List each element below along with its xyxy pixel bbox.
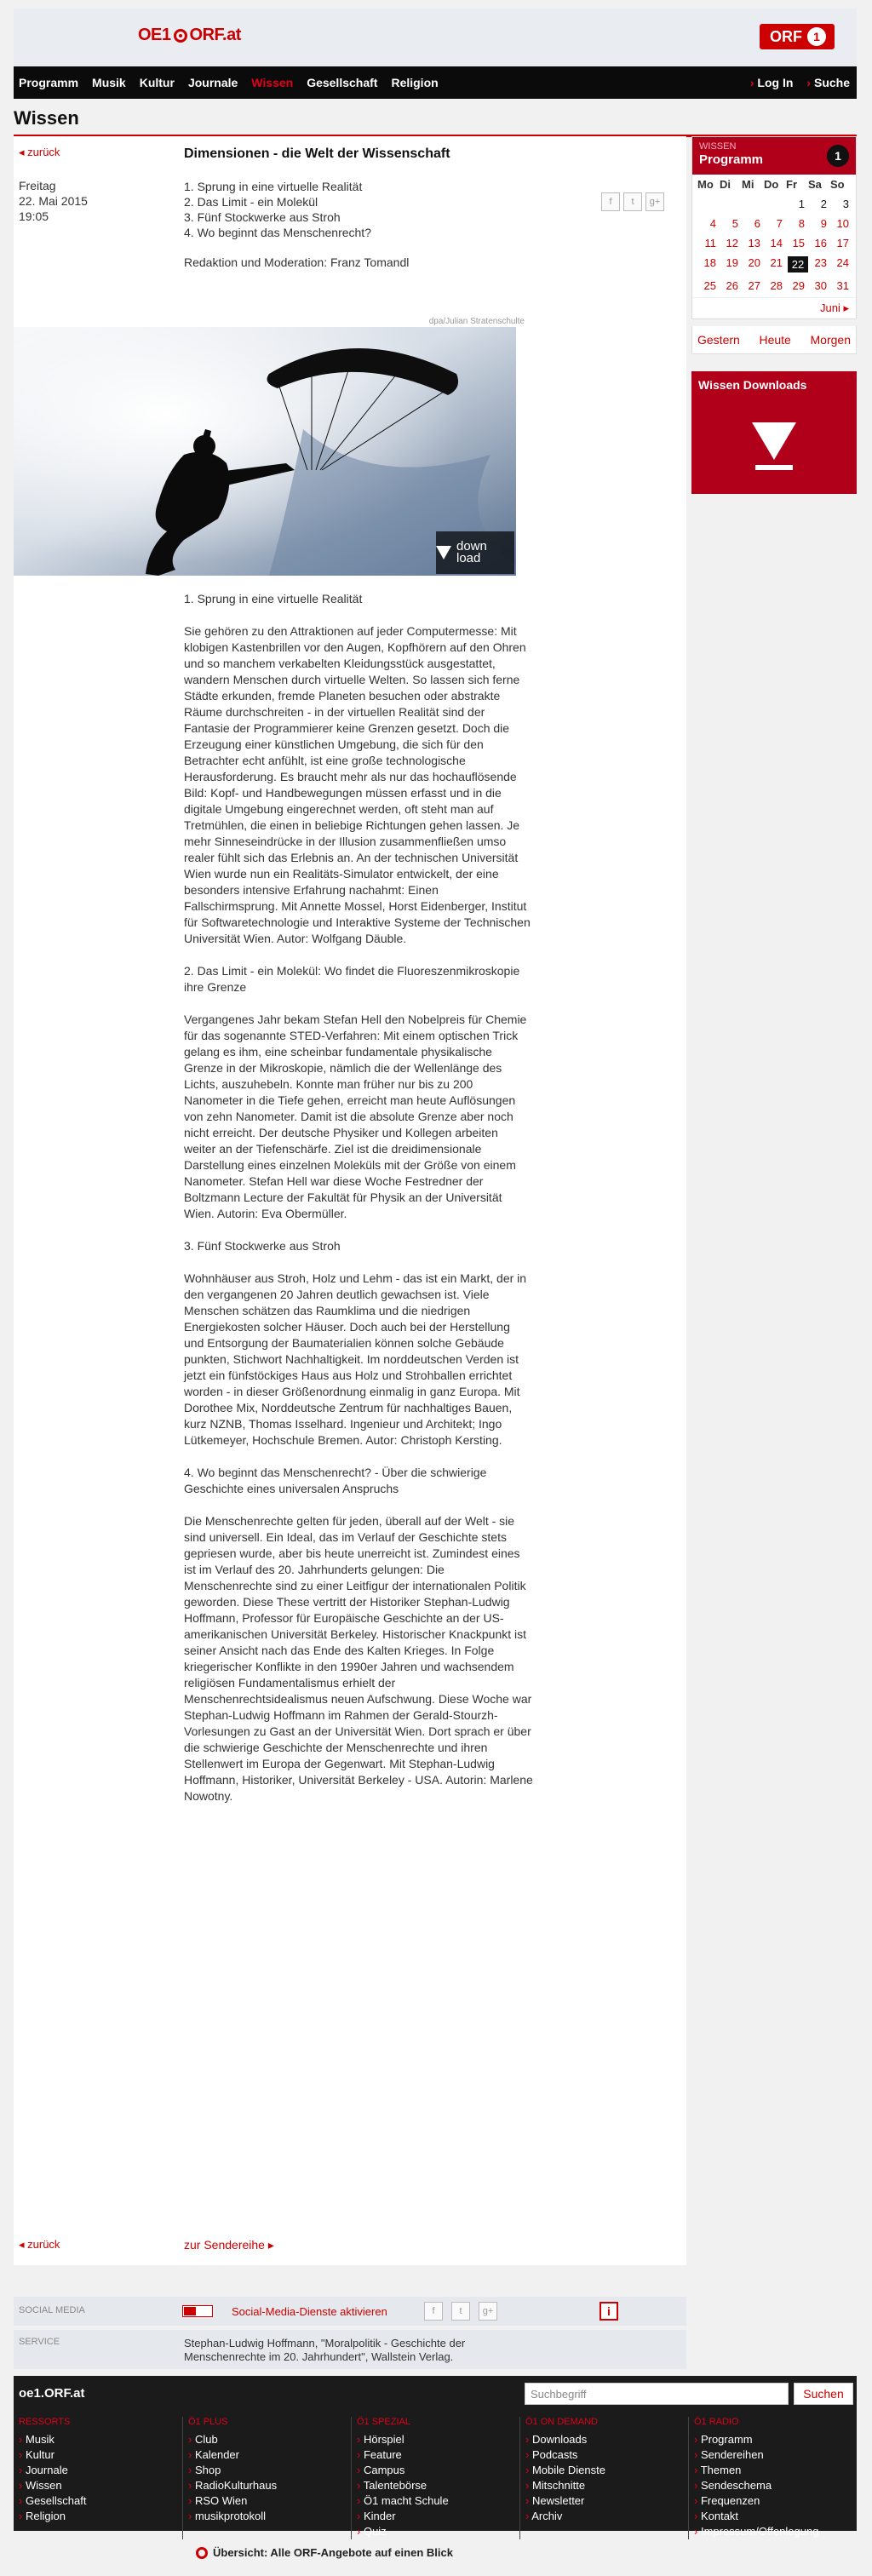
footer-link[interactable]: › Shop [188,2463,351,2478]
episode-meta [19,145,164,224]
today-link[interactable]: Heute [759,333,791,347]
orf1-number: 1 [807,27,826,46]
footer-link[interactable]: › Downloads [525,2432,688,2447]
weekday-header: Fr [786,178,797,191]
footer-column-heading: Ö1 RADIO [694,2417,739,2427]
calendar-day[interactable]: 1 [798,198,805,210]
article-body [184,591,533,1821]
broadcast-date [19,178,164,224]
footer-link[interactable]: › Podcasts [525,2447,688,2463]
login-link[interactable]: › Log In [743,76,800,89]
calendar-day[interactable]: 8 [798,217,805,230]
download-label: down load [456,539,487,565]
footer-link[interactable]: › Kultur [19,2447,182,2463]
footer-column [351,2417,519,2539]
social-toggle[interactable] [182,2305,213,2317]
footer-column-heading: Ö1 PLUS [188,2417,228,2427]
search-link[interactable]: › Suche [800,76,857,89]
calendar-day[interactable]: 28 [770,279,783,292]
calendar-day[interactable]: 22 [788,256,808,273]
calendar-empty [742,198,764,210]
footer-link[interactable]: › Ö1 macht Schule [357,2493,519,2509]
topic2-heading: 2. Das Limit - ein Molekül: Wo findet die Fluoreszenmikroskopie ihre Grenze [184,964,520,994]
calendar-day[interactable]: 23 [814,256,827,269]
footer-link[interactable]: › Archiv [525,2509,688,2524]
site-header [14,9,857,66]
weekday-header: Mi [742,178,754,191]
nav-kultur[interactable]: Kultur [139,76,175,89]
calendar-kicker: WISSEN [699,141,737,152]
topic3-text: Wohnhäuser aus Stroh, Holz und Lehm - das ist ein Markt, der in den vergangenen 20 Jahren deutlich gewachsen ist. Viele Menschen schätzen das Raumklima und die niedrigen Energiekosten solcher Häuser. Doch auch bei der Herstellung und Entsorgung der Baumaterialien können solche Gebäude punkten, Stichwort Nachhaltigkeit. Im norddeutschen Verden ist jetzt ein fünfstöckiges Haus aus Holz und Strohballen errichtet worden - in dieser Größenordnung einmalig in ganz Europa. Mit Dorothee Mix, Norddeutsche Zentrum für nachhaltiges Bauen, kurz NZNB, Thomas Isselhard. Ingenieur und Architekt; Ingo Lütkemeyer, Hochschule Bremen. Autor: Christoph Kersting. [184,1271,527,1447]
calendar-day[interactable]: 6 [754,217,760,230]
topic4-text: Die Menschenrechte gelten für jeden, überall auf der Welt - sie sind universell. Ein Ideal, das im Verlauf der Geschichte stets gepriesen wurde, aber bis heute unerreicht ist. Zumindest eines ist im Verlauf des 20. Jahrhunderts gelungen: Die Menschenrechte sind zu einer Leitfigur der internationalen Politik geworden. Diese These vertritt der Historiker Stephan-Ludwig Hoffmann, Professor für Europäische Geschichte an der US-amerikanischen Universität Berkeley. Historischer Knackpunkt ist seiner Ansicht nach das Ende des Kalten Krieges. In Folge kriegerischer Konflikte in den 1990er Jahren und wachsendem religiösen Fundamentalismus erhielt der Menschenrechtsidealismus neuen Aufschwung. Diese Woche war Stephan-Ludwig Hoffmann im Rahmen der Gerald-Stourzh-Vorlesungen zu Gast an der Universität Wien. Dort sprach er über die schwierige Geschichte der Menschenrechte und ihren Stellenwert im Europa der Gegenwart. Mit Stephan-Ludwig Hoffmann, Historiker, Universität Berkeley - USA. Autorin: Marlene Nowotny. [184,1514,533,1803]
footer-link[interactable]: › RSO Wien [188,2493,351,2509]
calendar-day[interactable]: 7 [776,217,783,230]
topic-item: 3. Fünf Stockwerke aus Stroh [184,210,341,224]
footer-link[interactable]: › Mobile Dienste [525,2463,688,2478]
info-icon[interactable]: i [600,2302,618,2321]
bottom-back-link[interactable]: ◂ zurück [19,2238,60,2252]
sidebar [691,136,857,494]
footer-link[interactable]: › Journale [19,2463,182,2478]
footer-link[interactable]: › Talentebörse [357,2478,519,2493]
footer-column [182,2417,351,2539]
footer-link[interactable]: › Feature [357,2447,519,2463]
episode-header [184,146,533,269]
footer-brand[interactable]: oe1.ORF.at [19,2386,85,2401]
footer-link[interactable]: › Programm [694,2432,857,2447]
social-icons [424,2302,497,2321]
footer-link[interactable]: › Impressum/Offenlegung [694,2524,857,2539]
footer-link[interactable]: › Sendeschema [694,2478,857,2493]
calendar-day[interactable]: 15 [792,237,805,250]
footer-search-button[interactable]: Suchen [794,2383,853,2405]
footer-search-input[interactable]: Suchbegriff [525,2383,789,2405]
calendar-day[interactable]: 5 [731,217,738,230]
footer-link[interactable]: › Campus [357,2463,519,2478]
topic-list [184,179,533,240]
footer-columns [14,2417,857,2539]
overview-label: Übersicht: Alle ORF-Angebote auf einen Blick [213,2546,453,2559]
day-quicklinks [691,326,857,354]
calendar-title: Programm [699,152,764,167]
back-link[interactable]: ◂ zurück [19,146,60,158]
footer [14,2376,857,2538]
calendar-day[interactable]: 9 [820,217,827,230]
footer-link[interactable]: › Kontakt [694,2509,857,2524]
topic2-text: Vergangenes Jahr bekam Stefan Hell den Nobelpreis für Chemie für das sogenannte STED-Verfahren: Mit einem optischen Trick gelang es ihm, eine scheinbar fundamentale physikalische Grenze in der Mikroskopie, nämlich die der Wellenlänge des Lichts, auszuhebeln. Konnte man früher nur bis zu 200 Nanometer in die Tiefe gehen, erreicht man heute Auflösungen von zehn Nanometer. Damit ist die absolute Grenze aber noch nicht erreicht. Der deutsche Physiker und Kollegen arbeiten weiter an der Tiefenschärfe. Ziel ist die dreidimensionale Darstellung eines einzelnen Moleküls mit der Größe von einem Nanometer. Stefan Hell war diese Woche Festredner der Boltzmann Lecture der Fakultät für Physik an der Universität Wien. Autorin: Eva Obermüller. [184,1013,527,1220]
footer-link[interactable]: › Kinder [357,2509,519,2524]
calendar-day[interactable]: 30 [814,279,827,292]
calendar-day[interactable]: 25 [703,279,716,292]
share-icons [601,192,664,211]
calendar-day[interactable]: 3 [842,198,849,210]
topic-item: 1. Sprung in eine virtuelle Realität [184,180,363,193]
calendar-day[interactable]: 24 [836,256,849,269]
footer-link[interactable]: › Gesellschaft [19,2493,182,2509]
topic1-heading: 1. Sprung in eine virtuelle Realität [184,592,363,605]
nav-right [743,76,857,89]
weekday-header: So [830,178,845,191]
download-button[interactable] [436,531,514,574]
footer-link[interactable]: › Hörspiel [357,2432,519,2447]
calendar-day[interactable]: 18 [703,256,716,269]
footer-link[interactable]: › Wissen [19,2478,182,2493]
section-title: Wissen [14,107,79,129]
logo-oe1-text: OE1 [138,26,171,44]
calendar-header [692,137,856,175]
footer-column [519,2417,688,2539]
service-label: SERVICE [19,2337,60,2347]
nav-gesellschaft[interactable]: Gesellschaft [307,76,378,89]
footer-link[interactable]: › Quiz [357,2524,519,2539]
social-activate-link[interactable]: Social-Media-Dienste aktivieren [232,2305,387,2318]
calendar-empty [764,198,786,210]
orf1-logo[interactable] [760,24,835,49]
calendar-day[interactable]: 10 [836,217,849,230]
footer-link[interactable]: › Sendereihen [694,2447,857,2463]
social-label: SOCIAL MEDIA [19,2305,85,2315]
calendar-day[interactable]: 4 [709,217,716,230]
footer-link[interactable]: › Mitschnitte [525,2478,688,2493]
footer-link[interactable]: › Frequenzen [694,2493,857,2509]
topic3-heading: 3. Fünf Stockwerke aus Stroh [184,1239,341,1253]
calendar-day[interactable]: 27 [748,279,760,292]
calendar-day[interactable]: 12 [726,237,738,250]
footer-link[interactable]: › RadioKulturhaus [188,2478,351,2493]
downloads-box[interactable] [691,371,857,494]
footer-link[interactable]: › Themen [694,2463,857,2478]
logo-orf-text: ORF.at [189,26,241,44]
footer-column-heading: RESSORTS [19,2417,71,2427]
facebook-icon[interactable]: f [424,2302,443,2321]
footer-link[interactable]: › musikprotokoll [188,2509,351,2524]
calendar-day[interactable]: 16 [814,237,827,250]
oe1-logo[interactable] [138,26,241,45]
footer-column [14,2417,182,2539]
series-link[interactable]: zur Sendereihe ▸ [184,2238,274,2252]
calendar-day[interactable]: 26 [726,279,738,292]
nav-journale[interactable]: Journale [187,76,238,89]
oe1-badge-icon: 1 [827,145,849,167]
calendar-day[interactable]: 20 [748,256,760,269]
footer-link[interactable]: › Newsletter [525,2493,688,2509]
date-weekday: Freitag [19,179,56,192]
main-content [14,136,686,2265]
googleplus-icon[interactable]: g+ [479,2302,497,2321]
nav-programm[interactable]: Programm [19,76,79,89]
download-arrow-icon [436,546,451,559]
footer-column [688,2417,857,2539]
moderation-credit: Redaktion und Moderation: Franz Tomandl [184,255,410,269]
topic-item: 2. Das Limit - ein Molekül [184,195,318,209]
facebook-icon[interactable]: f [601,192,620,211]
orf-overview-link[interactable] [196,2546,453,2559]
weekday-header: Di [720,178,731,191]
service-text: Stephan-Ludwig Hoffmann, "Moralpolitik - Geschichte der Menschenrechte im 20. Jahrhundert", Wallstein Verlag. [184,2337,466,2363]
calendar-day[interactable]: 11 [704,237,716,250]
episode-title: Dimensionen - die Welt der Wissenschaft [184,146,450,161]
service-row [14,2330,686,2369]
weekday-header: Sa [808,178,822,191]
calendar-day[interactable]: 2 [820,198,827,210]
calendar-day[interactable]: 17 [836,237,849,250]
topic-item: 4. Wo beginnt das Menschenrecht? [184,226,371,239]
weekday-header: Mo [697,178,714,191]
footer-link[interactable]: › Musik [19,2432,182,2447]
main-nav [14,66,857,99]
calendar-day[interactable]: 13 [748,237,760,250]
date-day: 22. Mai 2015 [19,194,88,208]
date-time: 19:05 [19,209,49,223]
calendar-day[interactable]: 31 [836,279,849,292]
footer-link[interactable]: › Club [188,2432,351,2447]
calendar-day[interactable]: 29 [792,279,805,292]
download-bar-icon [755,465,793,470]
downloads-title: Wissen Downloads [698,378,807,392]
footer-link[interactable]: › Religion [19,2509,182,2524]
footer-column-heading: Ö1 SPEZIAL [357,2417,410,2427]
weekday-header: Do [764,178,779,191]
googleplus-icon[interactable]: g+ [645,192,664,211]
calendar-day[interactable]: 21 [770,256,783,269]
paraglider-photo [14,327,516,576]
footer-column-heading: Ö1 ON DEMAND [525,2417,598,2427]
calendar-empty [697,198,720,210]
footer-link[interactable]: › Kalender [188,2447,351,2463]
nav-religion[interactable]: Religion [391,76,439,89]
orf-eye-icon [174,29,187,43]
topic4-heading: 4. Wo beginnt das Menschenrecht? - Über die schwierige Geschichte eines universalen Anspruchs [184,1466,487,1495]
orf-eye-icon [196,2547,208,2559]
program-calendar [691,136,857,319]
social-media-row [14,2297,686,2326]
photo-credit: dpa/Julian Stratenschulte [428,317,525,326]
next-month-link[interactable]: Juni ▸ [692,297,856,318]
calendar-empty [720,198,742,210]
calendar-day[interactable]: 19 [726,256,738,269]
calendar-day[interactable]: 14 [770,237,783,250]
orf1-label: ORF [770,27,802,45]
yesterday-link[interactable]: Gestern [697,333,740,347]
tomorrow-link[interactable]: Morgen [810,333,851,347]
download-triangle-icon [752,422,796,460]
twitter-icon[interactable]: t [451,2302,470,2321]
nav-wissen[interactable]: Wissen [251,76,294,89]
twitter-icon[interactable]: t [623,192,642,211]
nav-musik[interactable]: Musik [92,76,126,89]
calendar-grid [692,175,856,297]
topic1-text: Sie gehören zu den Attraktionen auf jeder Computermesse: Mit klobigen Kastenbrillen vor den Augen, Kopfhörern auf den Ohren und so manchem verkabelten Kleidungsstück ausgestattet, wandern Menschen durch virtuelle Welten. So lassen sich ferne Städte erkunden, fremde Planeten besuchen oder abstrakte Räume durchschreiten - in der virtuellen Realität sind der Fantasie der Programmierer keine Grenzen gesetzt. Doch die Erzeugung einer künstlichen Umgebung, die sich für den Betrachter echt anfühlt, ist eine große technologische Herausforderung. Es braucht mehr als nur das hochauflösende Bild: Kopf- und Handbewegungen müssen erfasst und in die digitale Umgebung eingerechnet werden, oft steht man auf Tretmühlen, die einen in beliebige Richtungen gehen lassen. Je mehr Sinneseindrücke in der Illusion zusammenfließen umso realer fühlt sich das Erlebnis an. An der technischen Universität Wien wurde nun ein Realitäts-Simulator entwickelt, der eine besonders intensive Erfahrung nachahmt: Einen Fallschirmsprung. Mit Annette Mossel, Horst Eidenberger, Institut für Softwaretechnologie und Interaktive Systeme der Technischen Universität Wien. Autor: Wolfgang Däuble. [184,624,531,945]
